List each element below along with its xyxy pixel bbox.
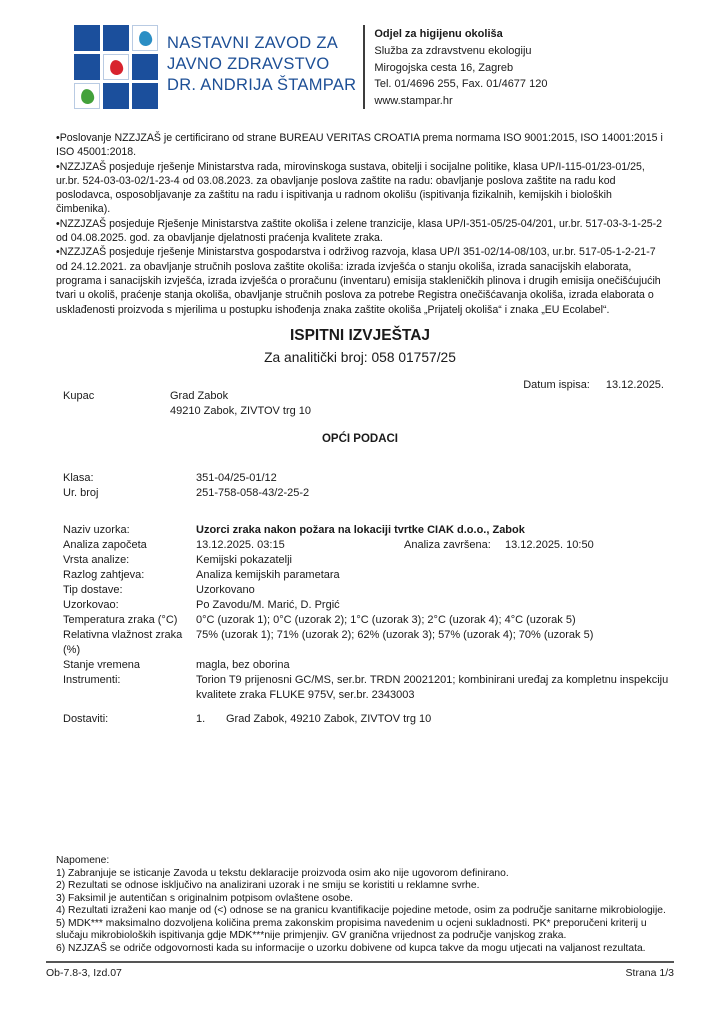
page-footer	[46, 961, 674, 979]
customer-label: Kupac	[63, 389, 95, 402]
logo-square	[132, 83, 158, 109]
phone-fax: Tel. 01/4696 255, Fax. 01/4677 120	[374, 78, 548, 91]
customer-address: 49210 Zabok, ZIVTOV trg 10	[170, 405, 312, 418]
row-label: Analiza započeta	[63, 538, 147, 551]
page-number: Strana 1/3	[625, 967, 674, 979]
org-name-line: NASTAVNI ZAVOD ZA	[167, 34, 339, 52]
notes-block	[56, 855, 674, 955]
row-label: Relativna vlažnost zraka (%)	[63, 628, 183, 656]
row-value: Po Zavodu/M. Marić, D. Prgić	[196, 598, 340, 611]
letterhead	[74, 25, 674, 110]
table-row	[63, 712, 670, 727]
row-value: 13.12.2025. 03:15	[196, 538, 285, 551]
table-row	[63, 471, 670, 486]
street-address: Mirogojska cesta 16, Zagreb	[374, 61, 514, 74]
logo-square	[74, 25, 100, 51]
table-row	[63, 628, 670, 658]
logo-square	[103, 25, 129, 51]
logo-cell-light	[74, 83, 100, 109]
row-value: Torion T9 prijenosni GC/MS, ser.br. TRDN 20021201; kombinirani uređaj za kompletnu inspekciju kvalitete zraka FLUKE 975V, ser.br. 2343003	[196, 673, 669, 701]
blue-drop-icon	[137, 29, 152, 46]
row-label: Naziv uzorka:	[63, 523, 130, 536]
stampar-logo	[74, 25, 158, 109]
print-date	[523, 379, 664, 391]
form-code: Ob-7.8-3, Izd.07	[46, 967, 122, 979]
website-url: www.stampar.hr	[374, 95, 453, 108]
accreditation-paragraph: •NZZJZAŠ posjeduje Rješenje Ministarstva zaštite okoliša i zelene tranzicije, klasa UP/I-351-05/25-04/201, ur.br. 517-03-3-1-25-2 od 04.08.2025. god. za obavljanje djelatnosti praćenja kvalitete zraka.	[56, 217, 663, 245]
row-label: Analiza završena:	[404, 538, 491, 551]
note-item: 1) Zabranjuje se isticanje Zavoda u tekstu deklaracije proizvoda osim ako nije ugovorom definirano.	[56, 867, 509, 879]
customer-name: Grad Zabok	[170, 389, 229, 402]
row-label: Uzorkovao:	[63, 598, 119, 611]
note-item: 2) Rezultati se odnose isključivo na analizirani uzorak i ne smiju se koristiti u reklamne svrhe.	[56, 880, 480, 891]
row-label: Ur. broj	[63, 486, 99, 499]
table-row	[63, 568, 670, 583]
accreditation-paragraph: •Poslovanje NZZJZAŠ je certificirano od strane BUREAU VERITAS CROATIA prema normama ISO 9001:2015, ISO 14001:2015 i ISO 45001:2018.	[56, 131, 663, 159]
customer-details	[170, 389, 311, 420]
green-drop-icon	[79, 87, 94, 104]
row-value: Kemijski pokazatelji	[196, 553, 292, 566]
row-value: 75% (uzorak 1); 71% (uzorak 2); 62% (uzorak 3); 57% (uzorak 4); 70% (uzorak 5)	[196, 628, 594, 641]
logo-cell-light	[103, 54, 129, 80]
general-data-table	[63, 471, 670, 727]
notes-heading: Napomene:	[56, 855, 110, 866]
row-label: Tip dostave:	[63, 583, 123, 596]
row-label: Instrumenti:	[63, 673, 121, 686]
note-item: 4) Rezultati izraženi kao manje od (<) odnose se na granicu kvantifikacije pojedine metode, osim za područje sanitarne mikrobiologije.	[56, 905, 666, 916]
print-date-value: 13.12.2025.	[605, 378, 664, 391]
table-row	[63, 613, 670, 628]
department-name: Odjel za higijenu okoliša	[374, 28, 503, 40]
row-label: Vrsta analize:	[63, 553, 130, 566]
logo-square	[74, 54, 100, 80]
row-label: Temperatura zraka (°C)	[63, 613, 178, 626]
report-subtitle: Za analitički broj: 058 01757/25	[264, 349, 456, 365]
row-value: Uzorkovano	[196, 583, 255, 596]
logo-cell-light	[132, 25, 158, 51]
meta-section	[63, 379, 664, 425]
table-row	[63, 553, 670, 568]
organization-name	[167, 33, 356, 96]
row-label: Klasa:	[63, 471, 94, 484]
note-item: 3) Faksimil je autentičan s originalnim potpisom ovlaštene osobe.	[56, 892, 354, 904]
customer-block	[63, 389, 311, 420]
row-label: Stanje vremena	[63, 658, 141, 671]
row-value: 13.12.2025. 10:50	[505, 538, 594, 551]
table-row	[63, 583, 670, 598]
general-data-heading: OPĆI PODACI	[321, 432, 399, 445]
header-divider	[363, 25, 365, 109]
table-row	[63, 658, 670, 673]
row-label: Razlog zahtjeva:	[63, 568, 145, 581]
print-date-label: Datum ispisa:	[523, 378, 590, 391]
note-item: 6) NZJZAŠ se odriče odgovornosti kada su informacije o uzorku dobivene od kupca takve da mogu utjecati na valjanost rezultata.	[56, 942, 646, 954]
accreditation-block	[56, 131, 668, 317]
org-name-line: DR. ANDRIJA ŠTAMPAR	[167, 76, 357, 94]
row-label: Dostaviti:	[63, 712, 109, 725]
row-item-number: 1.	[196, 712, 206, 725]
org-name-line: JAVNO ZDRAVSTVO	[167, 55, 330, 73]
contact-block	[374, 25, 547, 110]
table-row	[63, 538, 670, 553]
logo-square	[103, 83, 129, 109]
row-value: 351-04/25-01/12	[196, 471, 277, 484]
sample-name-value: Uzorci zraka nakon požara na lokaciji tvrtke CIAK d.o.o., Zabok	[196, 523, 525, 536]
accreditation-paragraph: •NZZJZAŠ posjeduje rješenje Ministarstva rada, mirovinskoga sustava, obitelji i socijalne politike, klasa UP/I-115-01/23-01/25, ur.br. 524-03-03-02/1-23-4 od 03.08.2023. za obavljanje poslova zaštite na radu: obavljanje poslova zaštite na radu kod poslodavca, osposobljavanje za zaštitu na radu i ispitivanja u radnom okolišu (ispitivanja fizikalnih, kemijskih i bioloških čimbenika).	[56, 160, 645, 216]
row-value: Grad Zabok, 49210 Zabok, ZIVTOV trg 10	[226, 712, 432, 725]
row-value: 251-758-058-43/2-25-2	[196, 486, 310, 499]
accreditation-paragraph: •NZZJZAŠ posjeduje rješenje Ministarstva gospodarstva i održivog razvoja, klasa UP/I 351-02/14-08/103, ur.br. 517-05-1-2-21-7 od 24.12.2021. za obavljanje stručnih poslova zaštite okoliša: izrada izvješća o stanju okoliša, izrada sanacijskih elaborata, programa i sanacijskih izvješća, izrada izvješća o proračunu (inventaru) emisija stakleničkih plinova i drugih emisija onečišćujućih tvari u okoliš, praćenje stanja okoliša, obavljanje stručnih poslova za potrebe Registra onečišćavanja okoliša, izrada elaborata o usklađenosti proizvoda s mjerilima u postupku ishođenja znaka zaštite okoliša „Prijatelj okoliša“ i znaka „EU Ecolabel“.	[56, 246, 661, 316]
table-row	[63, 486, 670, 501]
logo-square	[132, 54, 158, 80]
note-item: 5) MDK*** maksimalno dozvoljena količina prema zakonskim propisima navedenim u ocjeni sukladnosti. PK* preporučeni kriterij u slučaju mikrobioloških ispitivanja gdje MDK***nije primjenjiv. GV granična vrijednost za područje vanjskog zraka.	[56, 917, 647, 941]
table-row	[63, 598, 670, 613]
report-title: ISPITNI IZVJEŠTAJ	[289, 326, 431, 344]
row-value: Analiza kemijskih parametara	[196, 568, 340, 581]
red-drop-icon	[108, 58, 123, 75]
row-value: 0°C (uzorak 1); 0°C (uzorak 2); 1°C (uzorak 3); 2°C (uzorak 4); 4°C (uzorak 5)	[196, 613, 576, 626]
row-value: magla, bez oborina	[196, 658, 290, 671]
service-name: Služba za zdravstvenu ekologiju	[374, 44, 532, 57]
table-row	[63, 523, 670, 538]
table-row	[63, 673, 670, 703]
